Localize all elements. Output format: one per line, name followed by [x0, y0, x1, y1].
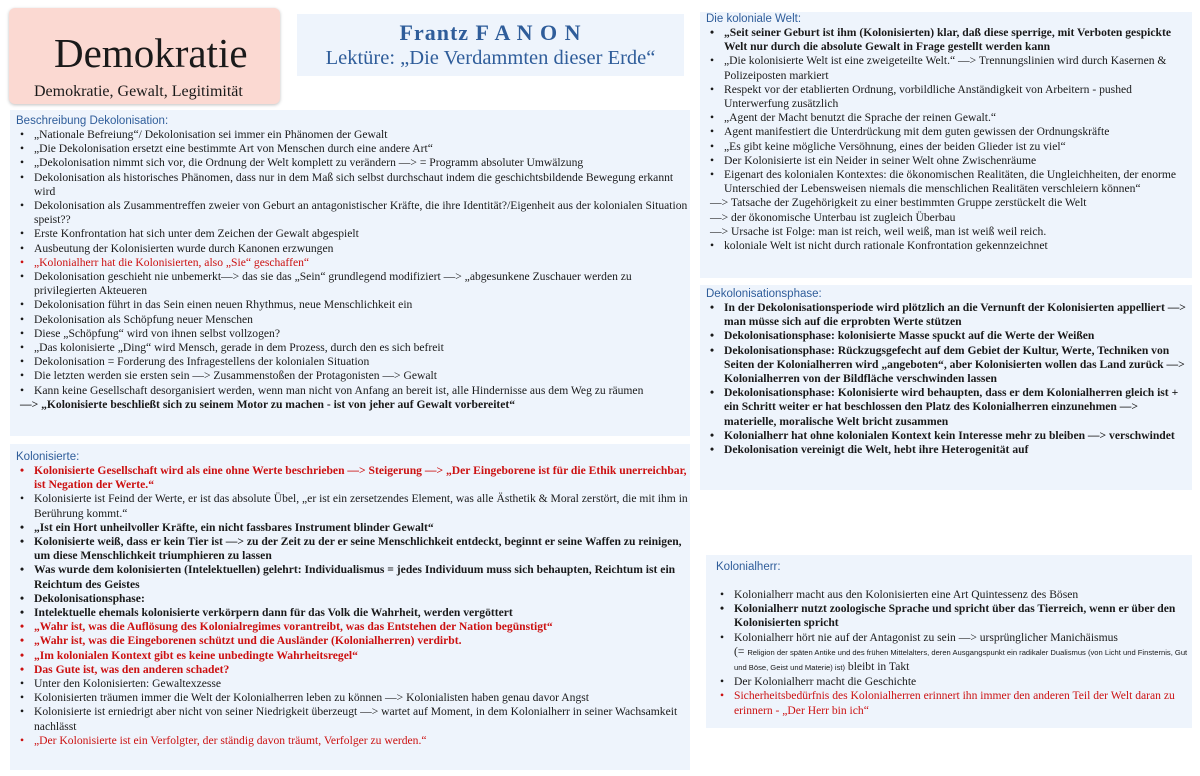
list-item: • Intelektuelle ehemals kolonisierte verkörpern dann für das Volk die Wahrheit, werden vergöttert [16, 606, 690, 620]
section-koloniale-welt [700, 12, 1192, 278]
lecture-title: Lektüre: „Die Verdammten dieser Erde“ [325, 47, 656, 69]
section-beschreibung [10, 110, 690, 436]
list-item: • Dekolonisation geschieht nie unbemerkt—> das sie das „Sein“ grundlegend modifiziert —> „abgesunkene Zuschauer werden zu privilegierten Akteueren [16, 270, 690, 298]
list-item: • „Nationale Befreiung“/ Dekolonisation sei immer ein Phänomen der Gewalt [16, 128, 690, 142]
list-item: • In der Dekolonisationsperiode wird plötzlich an die Vernunft der Kolonisierten appelliert —> man müsse sich auf die erprobten Werte stützen [706, 301, 1192, 329]
list-item: —> Ursache ist Folge: man ist reich, weil weiß, man ist weiß weil reich. [710, 224, 1047, 238]
list-item: • Eigenart des kolonialen Kontextes: die ökonomischen Realitäten, die Ungleichheiten, der enorme Unterschied der Lebensweisen niemals die menschlichen Realitäten verschleiern können“ [706, 168, 1192, 196]
list-item: • Kolonialherr nutzt zoologische Sprache und spricht über das Tierreich, wenn er über den Kolonisierten spricht [716, 602, 1192, 630]
bullet-list [706, 301, 1192, 457]
list-item: • koloniale Welt ist nicht durch rationale Konfrontation gekennzeichnet [706, 239, 1192, 253]
list-item: • „Der Kolonisierte ist ein Verfolgter, der ständig davon träumt, Verfolger zu werden.“ [16, 734, 690, 748]
section-header: Kolonialherr: [716, 561, 781, 573]
section-header: Beschreibung Dekolonisation: [16, 115, 169, 127]
list-item: • Kolonisierte ist Feind der Werte, er ist das absolute Übel, „er ist ein zersetzendes Element, was alle Ästhetik & Moral zerstört, die mit ihm in Berührung kommt.“ [16, 492, 690, 520]
section-header: Die koloniale Welt: [706, 13, 802, 25]
list-item: • Diese „Schöpfung“ wird von ihnen selbst vollzogen? [16, 327, 690, 341]
list-item: • Kolonialherr hat ohne kolonialen Kontext kein Interesse mehr zu bleiben —> verschwindet [706, 429, 1192, 443]
list-item-note [716, 645, 1192, 675]
list-item: • Dekolonisation als historisches Phänomen, dass nur in dem Maß sich selbst durchschaut indem die geschichtsbildende Bewegung erkannt wird [16, 171, 690, 199]
list-item: • Was wurde dem kolonisierten (Intelektuellen) gelehrt: Individualismus = jedes Individuum muss sich behaupten, Reichtum ist ein Reichtum des Geistes [16, 563, 690, 591]
section-header: Kolonisierte: [16, 451, 80, 463]
list-item: • Dekolonisation = Forderung des Infragestellens der kolonialen Situation [16, 355, 690, 369]
note-small: Religion der späten Antike und des frühen Mittelalters, deren Ausgangspunkt ein radikaler Dualismus (von Licht und Finsternis, Gut und Böse, Geist und Materie) ist) [734, 647, 1190, 673]
list-item: • „Das kolonisierte „Ding“ wird Mensch, gerade in dem Prozess, durch den es sich befreit [16, 341, 690, 355]
bullet-list [16, 128, 690, 412]
list-item: • Kolonisierten träumen immer die Welt der Kolonialherren leben zu können —> Kolonialisten haben genau davor Angst [16, 691, 690, 705]
list-item: • „Dekolonisation nimmt sich vor, die Ordnung der Welt komplett zu verändern —> = Programm absoluter Umwälzung [16, 156, 690, 170]
list-item: • Dekolonisationsphase: Kolonisierte wird behaupten, dass er dem Kolonialherren gleich ist + ein Schritt weiter er hat beschlossen den Platz des Kolonialherren einzunehmen —> materielle, moralische Welt bricht zusammen [706, 386, 1192, 429]
list-item: • Der Kolonialherr macht die Geschichte [716, 675, 1192, 689]
list-item: • „Die Dekolonisation ersetzt eine bestimmte Art von Menschen durch eine andere Art“ [16, 142, 690, 156]
bullet-list [706, 26, 1192, 253]
list-item: • „Es gibt keine mögliche Versöhnung, eines der beiden Glieder ist zu viel“ [706, 140, 1192, 154]
lecture-box [297, 14, 684, 76]
title-box [9, 8, 280, 104]
list-item: • Unter den Kolonisierten: Gewaltexzesse [16, 677, 690, 691]
list-item: • Dekolonisation als Zusammentreffen zweier von Geburt an antagonistischer Kräfte, die ihre Identität?/Eigenheit aus der kolonialen Situation speist?? [16, 199, 690, 227]
note-close: bleibt in Takt [845, 660, 910, 674]
list-item: • Kolonisierte ist erniedrigt aber nicht von seiner Niedrigkeit überzeugt —> wartet auf Moment, in dem Kolonialherr in seiner Wachsamkeit nachlässt [16, 705, 690, 733]
list-item: • Dekolonisationsphase: [16, 592, 690, 606]
section-kolonialherr [706, 555, 1192, 728]
list-item: —> „Kolonisierte beschließt sich zu seinem Motor zu machen - ist von jeher auf Gewalt vorbereitet“ [20, 397, 516, 411]
note-open: (= [734, 644, 748, 658]
list-item: • „Seit seiner Geburt ist ihm (Kolonisierten) klar, daß diese sperrige, mit Verboten gespickte Welt nur durch die absolute Gewalt in Frage gestellt werden kann [706, 26, 1192, 54]
page-title: Demokratie [54, 30, 248, 76]
list-item: • „Im kolonialen Kontext gibt es keine unbedingte Wahrheitsregel“ [16, 649, 690, 663]
list-item: • Sicherheitsbedürfnis des Kolonialherren erinnert ihn immer den anderen Teil der Welt daran zu erinnern - „Der Herr bin ich“ [716, 689, 1192, 717]
list-item: • Kolonisierte weiß, dass er kein Tier ist —> zu der Zeit zu der er seine Menschlichkeit entdeckt, beginnt er seine Waffen zu reinigen, um diese Menschlichkeit triumphieren zu lassen [16, 535, 690, 563]
list-item: • „Kolonialherr hat die Kolonisierten, also „Sie“ geschaffen“ [16, 256, 690, 270]
list-item: • Ausbeutung der Kolonisierten wurde durch Kanonen erzwungen [16, 242, 690, 256]
list-item: • Kolonisierte Gesellschaft wird als eine ohne Werte beschrieben —> Steigerung —> „Der Eingeborene ist für die Ethik unerreichbar, ist Negation der Werte.“ [16, 464, 690, 492]
list-item: • Der Kolonisierte ist ein Neider in seiner Welt ohne Zwischenräume [706, 154, 1192, 168]
list-item: • Erste Konfrontation hat sich unter dem Zeichen der Gewalt abgespielt [16, 227, 690, 241]
list-item: • „Agent der Macht benutzt die Sprache der reinen Gewalt.“ [706, 111, 1192, 125]
list-item: • „Die kolonisierte Welt ist eine zweigeteilte Welt.“ —> Trennungslinien wird durch Kasernen & Polizeiposten markiert [706, 54, 1192, 82]
page-subtitle: Demokratie, Gewalt, Legitimität [34, 83, 243, 100]
section-dekolonisationsphase [700, 285, 1192, 490]
section-kolonisierte [10, 444, 690, 770]
list-item: • Kann keine Gesellschaft desorganisiert werden, wenn man nicht von Anfang an bereit ist, alle Hindernisse aus dem Weg zu räumen [16, 384, 690, 398]
list-item: • Dekolonisation als Schöpfung neuer Menschen [16, 313, 690, 327]
section-header: Dekolonisationsphase: [706, 288, 822, 300]
list-item: • Dekolonisation führt in das Sein einen neuen Rhythmus, neue Menschlichkeit ein [16, 298, 690, 312]
list-item: • Dekolonisation vereinigt die Welt, hebt ihre Heterogenität auf [706, 443, 1192, 457]
lecture-author: Frantz F A N O N [399, 20, 582, 45]
list-item: • „Ist ein Hort unheilvoller Kräfte, ein nicht fassbares Instrument blinder Gewalt“ [16, 521, 690, 535]
list-item: • „Wahr ist, was die Eingeborenen schützt und die Ausländer (Kolonialherren) verdirbt. [16, 634, 690, 648]
list-item: —> Tatsache der Zugehörigkeit zu einer bestimmten Gruppe zerstückelt die Welt [710, 196, 1087, 210]
list-item: • Das Gute ist, was den anderen schadet? [16, 663, 690, 677]
list-item: —> der ökonomische Unterbau ist zugleich Überbau [710, 210, 956, 224]
list-item: • Kolonialherr hört nie auf der Antagonist zu sein —> ursprünglicher Manichäismus [716, 631, 1192, 645]
bullet-list [716, 588, 1192, 718]
list-item: • Die letzten werden sie ersten sein —> Zusammenstoßen der Protagonisten —> Gewalt [16, 369, 690, 383]
list-item: • Dekolonisationsphase: Rückzugsgefecht auf dem Gebiet der Kultur, Werte, Techniken von Seiten der Kolonialherren wird „angeboten“, aber Kolonisierten wollen das Land zurück —> Kolonialherren von der Bildfläche verschwinden lassen [706, 344, 1192, 387]
list-item: • Kolonialherr macht aus den Kolonisierten eine Art Quintessenz des Bösen [716, 588, 1192, 602]
list-item: • Respekt vor der etablierten Ordnung, vorbildliche Anständigkeit von Arbeitern - pushed Unterwerfung zusätzlich [706, 83, 1192, 111]
list-item: • „Wahr ist, was die Auflösung des Kolonialregimes vorantreibt, was das Entstehen der Nation begünstigt“ [16, 620, 690, 634]
list-item: • Dekolonisationsphase: kolonisierte Masse spuckt auf die Werte der Weißen [706, 329, 1192, 343]
list-item: • Agent manifestiert die Unterdrückung mit dem guten gewissen der Ordnungskräfte [706, 125, 1192, 139]
bullet-list [16, 464, 690, 748]
